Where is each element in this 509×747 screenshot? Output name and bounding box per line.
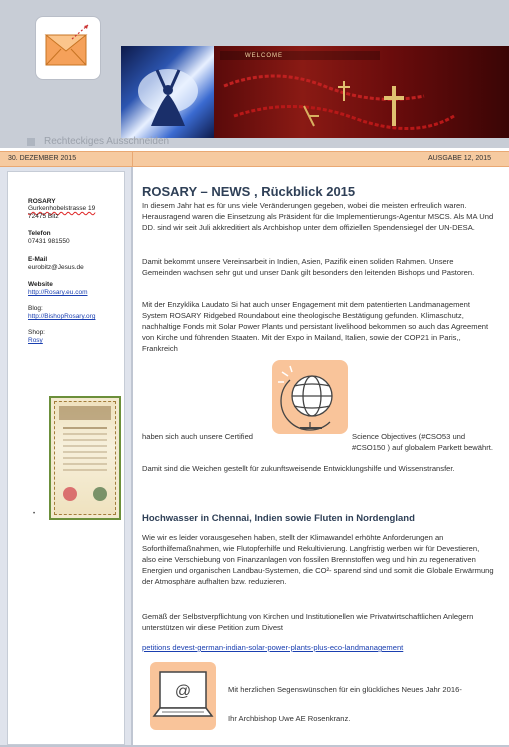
certificate-inner [54, 401, 116, 515]
phone-label: Telefon [28, 230, 51, 237]
website-label: Website [28, 281, 53, 288]
contact-name: ROSARY [28, 198, 56, 205]
praying-figure-photo [121, 46, 214, 138]
paragraph-intro: In diesem Jahr hat es für uns viele Veränderungen gegeben, wobei die meisten erfreulich waren. Herausragend waren die Einsetzung als Präsident für die Implementierungs-Agentur MSCS. Als MA Und DD. sind wir seit Juli akkreditiert als Archbishop unter dem offiziellen Spendensiegel der UN-DESA. [142, 201, 494, 232]
svg-text:@: @ [174, 683, 192, 700]
main-content [132, 167, 509, 747]
shop-link[interactable]: Rosy [28, 337, 43, 344]
petition-link[interactable]: petitions devest-german-indian-solar-power-plants-plus-eco-landmanagement [142, 643, 404, 652]
email-computer-icon [150, 662, 216, 730]
clip-shape-label: Rechteckiges Ausschneiden [44, 136, 170, 147]
closing-greeting: Mit herzlichen Segenswünschen für ein glückliches Neues Jahr 2016- [228, 685, 462, 694]
email-value[interactable]: eurobitz@Jesus.de [28, 264, 84, 271]
paragraph-framework: Damit bekommt unsere Vereinsarbeit in Indien, Asien, Pazifik einen soliden Rahmen. Unsere Gemeinden wachsen sehr gut und unser Dank gilt besonders den leitenden Bishops und Pastoren. [142, 257, 475, 277]
contact-street: Gurkenhobelstrasse 19 [28, 205, 96, 212]
closing-signature: Ihr Archbishop Uwe AE Rosenkranz. [228, 714, 351, 723]
issue-number: AUSGABE 12, 2015 [427, 155, 491, 162]
paragraph-certified-a: haben sich auch unsere Certified [142, 432, 254, 441]
paragraph-petition: Gemäß der Selbstverpflichtung von Kirchen und Institutionellen wie Privatwirtschaftlichen Anlegern unterstützen wir diese Petition zum Divest [142, 612, 474, 632]
article-title: ROSARY – NEWS , Rückblick 2015 [142, 184, 356, 199]
contact-city: 72475 Bitz [28, 213, 59, 220]
mail-logo-icon [35, 16, 101, 80]
date-bar [0, 151, 509, 167]
welcome-text: WELCOME [245, 53, 284, 59]
issue-date: 30. DEZEMBER 2015 [8, 155, 77, 162]
shape-handle-icon[interactable] [27, 138, 35, 146]
header-banner [0, 0, 509, 148]
paragraph-climate: Wie wir es leider vorausgesehen haben, stellt der Klimawandel erhöhte Anforderungen an Soforthilfemaßnahmen, wie Flutopferhilfe und Rekultivierung. Langfristig werben wir für Devestieren, also eine Verschiebung von Finanzanlagen von fossilen Brennstoffen weg und hin zu regenerativen Energien und organischen Landbau-Systemen, die CO²- sparend sind und somit die Globale Erwärmung der Atmosphäre aufhalten bzw. reduzieren. [142, 533, 494, 586]
blog-label: Blog: [28, 305, 43, 312]
phone-value: 07431 981550 [28, 238, 70, 245]
sidebar-bullet: • [33, 511, 36, 517]
paragraph-certified-b: Science Objectives (#CSO53 und #CSO150 ) auf globalem Parkett bewährt. [352, 432, 493, 452]
date-bar-divider [132, 152, 133, 166]
shop-label: Shop: [28, 329, 45, 336]
email-label: E-Mail [28, 256, 48, 263]
certificate-image [49, 396, 121, 520]
globe-icon [272, 360, 348, 434]
paragraph-development: Damit sind die Weichen gestellt für zukunftsweisende Entwicklungshilfe und Wissenstransfer. [142, 464, 455, 473]
blog-link[interactable]: http://BishopRosary.org [28, 313, 96, 320]
paragraph-laudato-si: Mit der Enzyklika Laudato Si hat auch unser Engagement mit dem patentierten Landmanagement System ROSARY Ridgebed Roundabout eine theologische Bestätigung gefunden. Klimaschutz, nachhaltige Fonds mit Solar Power Plants und persistant livelihood bekommen so auch das Agreement von Kirche und führenden Staaten. Mit der Expo in Mailand, Italien, sowie der COP21 in Paris,, Frankreich [142, 300, 489, 353]
welcome-bar [220, 51, 380, 60]
section-heading-flood: Hochwasser in Chennai, Indien sowie Fluten in Nordengland [142, 513, 415, 524]
website-link[interactable]: http://Rosary.eu.com [28, 289, 88, 296]
